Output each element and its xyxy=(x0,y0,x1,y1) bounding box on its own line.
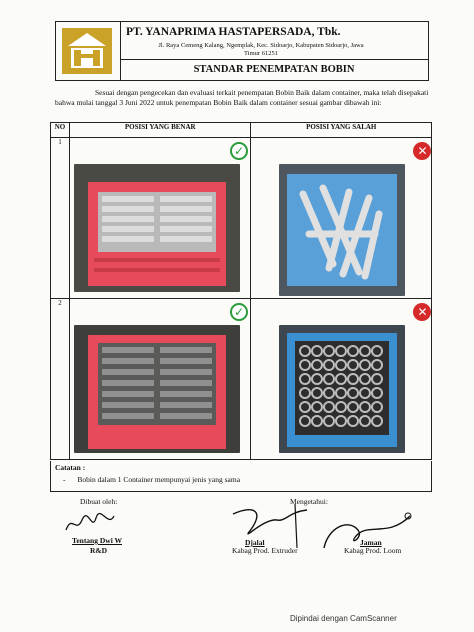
wrong-cell-1 xyxy=(251,138,432,299)
cross-icon: ✕ xyxy=(413,142,431,160)
header-correct: POSISI YANG BENAR xyxy=(70,123,251,138)
table-row xyxy=(51,138,432,299)
notes-text: Bobin dalam 1 Container mempunyai jenis yang sama xyxy=(77,475,241,484)
person3-role: Kabag Prod. Loom xyxy=(344,546,402,555)
person2-name: Djalal xyxy=(245,538,265,547)
person2-role: Kabag Prod. Extruder xyxy=(232,546,298,555)
company-name: PT. YANAPRIMA HASTAPERSADA, Tbk. xyxy=(126,26,341,38)
letterhead xyxy=(55,21,429,81)
check-icon: ✓ xyxy=(230,142,248,160)
acknowledged-label: Mengetahui: xyxy=(290,497,328,506)
notes-item xyxy=(63,475,240,484)
photo-correct-1 xyxy=(74,164,240,292)
placement-table xyxy=(50,122,432,460)
person1-role: R&D xyxy=(90,546,108,555)
notes-label: Catatan : xyxy=(55,463,86,472)
correct-cell-2 xyxy=(70,299,251,460)
cross-icon: ✕ xyxy=(413,303,431,321)
row-number: 2 xyxy=(51,299,70,460)
notes-box xyxy=(50,461,432,492)
table-header-row xyxy=(51,123,432,138)
company-logo xyxy=(62,28,112,74)
scanner-watermark: Dipindai dengan CamScanner xyxy=(290,614,397,623)
person1-name: Tentang Dwi W xyxy=(72,536,123,545)
check-icon: ✓ xyxy=(230,303,248,321)
photo-correct-2 xyxy=(74,325,240,453)
notes-bullet: - xyxy=(63,475,66,484)
document-title: STANDAR PENEMPATAN BOBIN xyxy=(193,64,355,75)
intro-paragraph: Sesuai dengan pengecekan dan evaluasi terkait penempatan Bobin Baik dalam container, maka telah disepakati bahwa mulai tanggal 3 Juni 2022 untuk penempatan Bobin Baik dalam container sesuai gambar dibawah ini: xyxy=(55,88,429,107)
made-by-label: Dibuat oleh: xyxy=(80,497,118,506)
header-no: NO xyxy=(51,123,70,138)
photo-wrong-2 xyxy=(279,325,405,453)
person3-name: Jaman xyxy=(360,538,382,547)
signature-2 xyxy=(225,500,315,550)
row-number: 1 xyxy=(51,138,70,299)
logo-box xyxy=(56,22,121,80)
table-row xyxy=(51,299,432,460)
correct-cell-1 xyxy=(70,138,251,299)
title-row xyxy=(120,59,428,81)
wrong-cell-2 xyxy=(251,299,432,460)
header-wrong: POSISI YANG SALAH xyxy=(251,123,432,138)
photo-wrong-1 xyxy=(279,164,405,296)
company-address: Jl. Raya Cemeng Kalang, Ngemplak, Kec. Sidoarjo, Kabupaten Sidoarjo, Jawa Timur 61251 xyxy=(158,42,364,57)
